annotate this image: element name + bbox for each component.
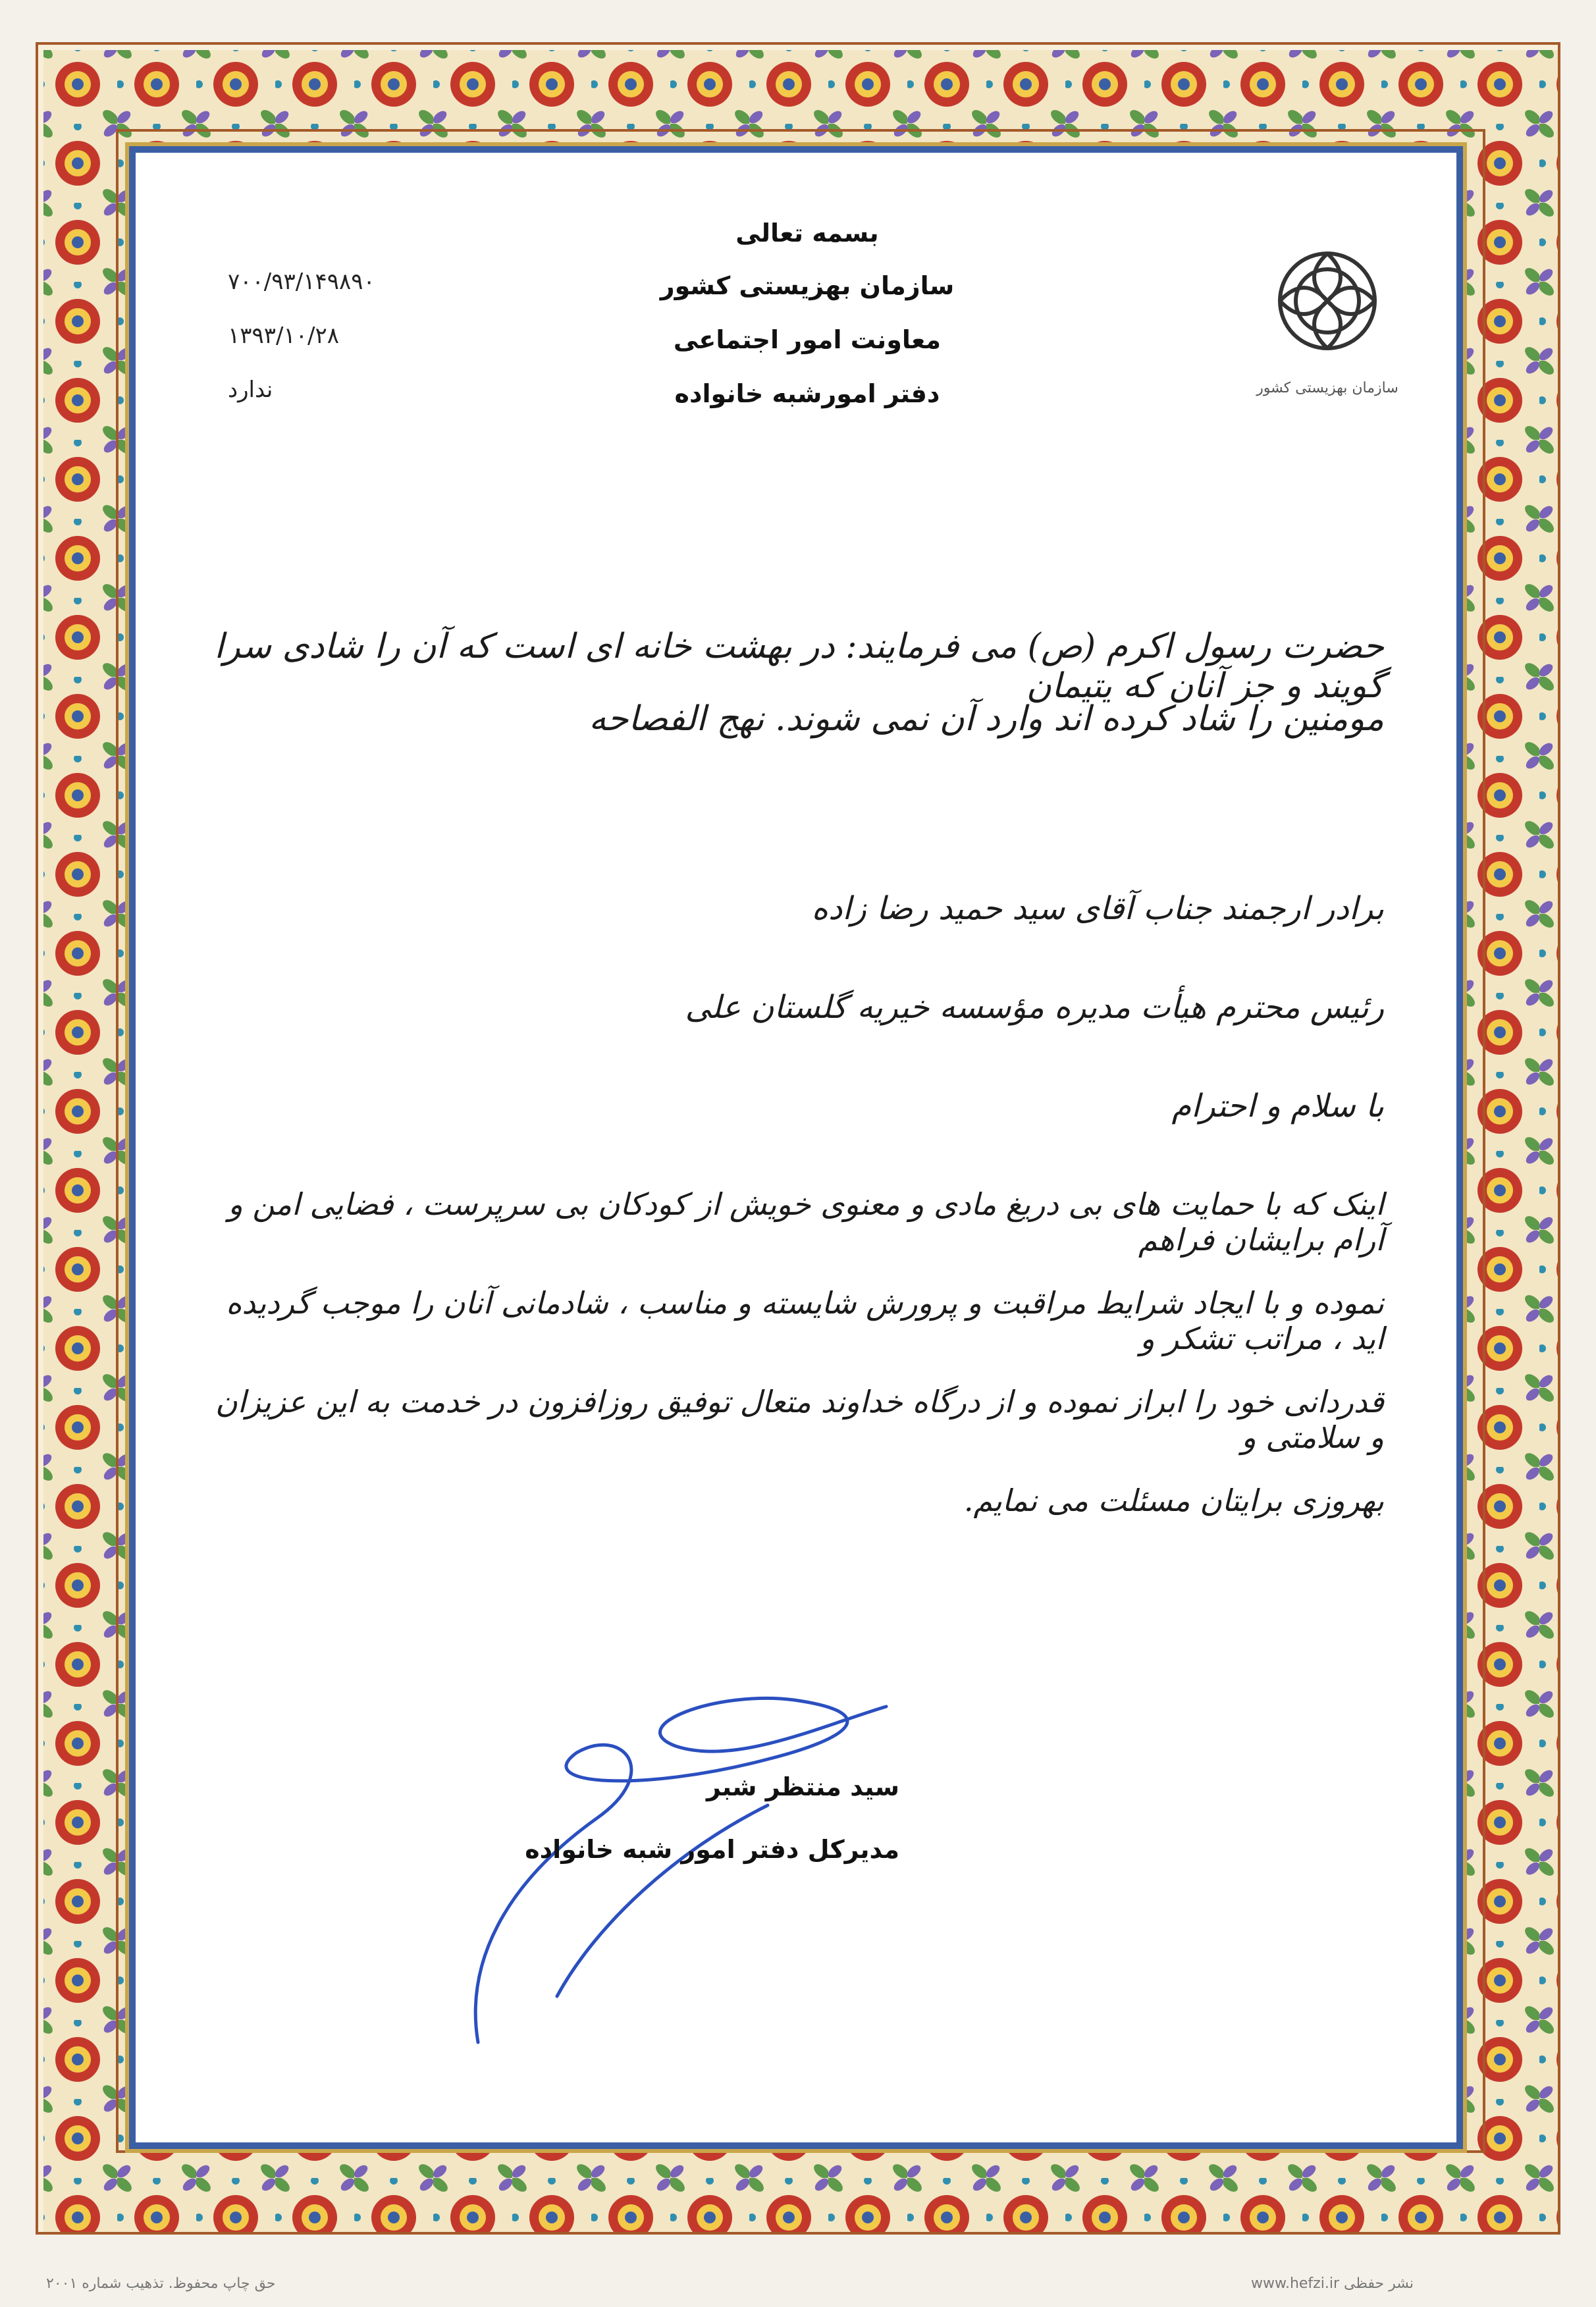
footer-publisher: www.hefzi.ir نشر حفظی: [1251, 2275, 1414, 2292]
logo-caption: سازمان بهزیستی کشور: [1256, 380, 1398, 396]
reference-number: ۷۰۰/۹۳/۱۴۹۸۹۰: [228, 269, 375, 295]
header-basmala: بسمه تعالی: [735, 219, 879, 248]
reference-date: ۱۳۹۳/۱۰/۲۸: [228, 323, 340, 349]
recipient-line-1: برادر ارجمند جناب آقای سید حمید رضا زاده: [811, 890, 1384, 927]
signatory-title: مدیرکل دفتر امور شبه خانواده: [525, 1835, 899, 1864]
body-line-2: نموده و با ایجاد شرایط مراقبت و پرورش شایسته و مناسب ، شادمانی آنان را موجب گردیده اید ، مراتب تشکر و: [226, 1285, 1384, 1356]
signatory-name: سید منتظر شبر: [706, 1772, 899, 1801]
hadith-line-2: مومنین را شاد کرده اند وارد آن نمی شوند. نهج الفصاحه: [589, 699, 1384, 739]
letter-paper: [129, 146, 1463, 2149]
header-deputy: معاونت امور اجتماعی: [673, 325, 942, 354]
body-line-4: بهروزی برایتان مسئلت می نمایم.: [963, 1483, 1384, 1518]
footer-copyright: حق چاپ محفوظ. تذهیب شماره ۲۰۰۱: [46, 2275, 276, 2292]
handwritten-signature: [425, 1687, 1018, 2055]
body-line-3: قدردانی خود را ابراز نموده و از درگاه خداوند متعال توفیق روزافزون در خدمت به این عزیزان و سلامتی و: [215, 1384, 1384, 1455]
header-organization: سازمان بهزیستی کشور: [660, 271, 955, 300]
recipient-line-2: رئیس محترم هیأت مدیره مؤسسه خیریه گلستان علی: [685, 989, 1384, 1026]
body-line-1: اینک که با حمایت های بی دریغ مادی و معنوی خویش از کودکان بی سرپرست ، فضایی امن و آرام برایشان فراهم: [228, 1186, 1384, 1258]
reference-attachment: ندارد: [228, 377, 273, 403]
organization-logo-icon: [1255, 238, 1400, 370]
hadith-line-1: حضرت رسول اکرم (ص) می فرمایند: در بهشت خانه ای است که آن را شادی سرا گویند و جز آنان که یتیمان: [214, 627, 1384, 706]
header-office: دفتر امورشبه خانواده: [674, 379, 940, 408]
greeting: با سلام و احترام: [1171, 1088, 1384, 1125]
